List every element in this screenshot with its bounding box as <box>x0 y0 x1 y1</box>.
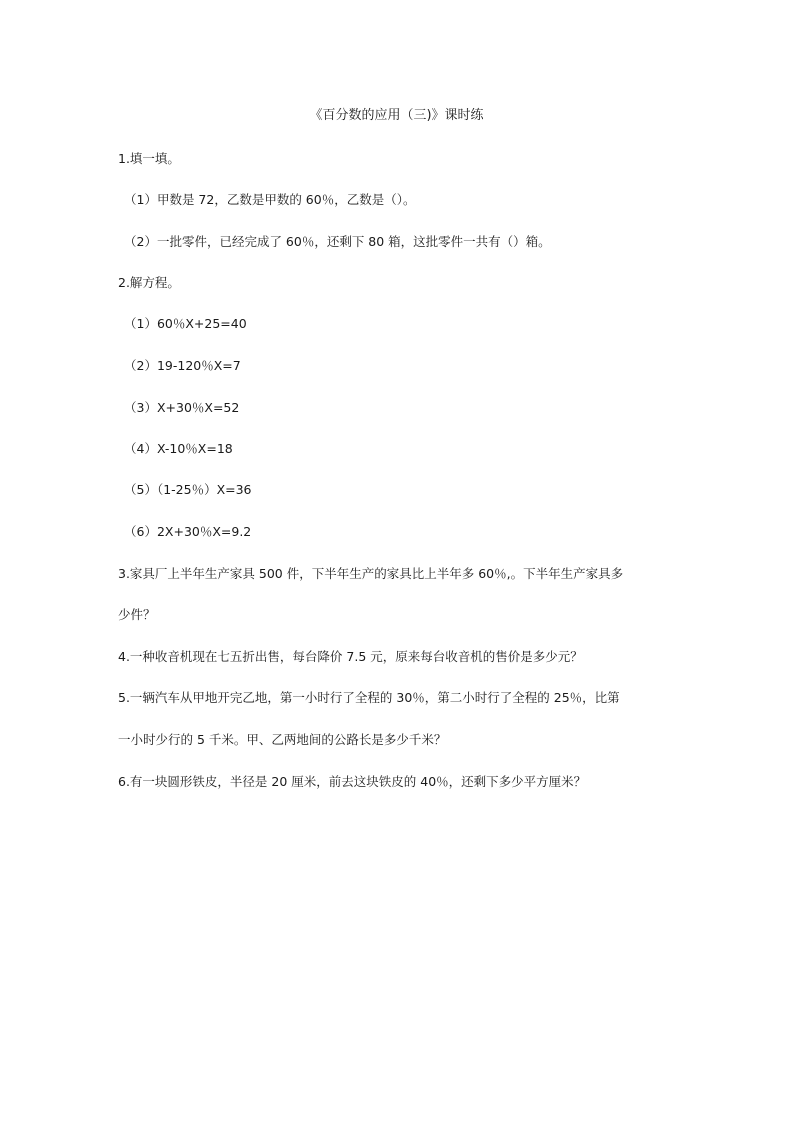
q2-item-5: （5）（1-25％）X=36 <box>124 482 252 497</box>
q6-line-1: 6.有一块圆形铁皮，半径是 20 厘米，前去这块铁皮的 40％，还剩下多少平方厘米？ <box>118 774 587 789</box>
q3-line-1: 3.家具厂上半年生产家具 500 件，下半年生产的家具比上半年多 60％,。下半年生产家具多 <box>118 566 624 581</box>
page-title: 《百分数的应用（三)》课时练 <box>309 108 484 123</box>
q2-item-4: （4）X-10％X=18 <box>124 441 233 456</box>
q2-heading: 2.解方程。 <box>118 275 180 290</box>
q1-item-1: （1）甲数是 72，乙数是甲数的 60％，乙数是（）。 <box>124 192 416 207</box>
q1-heading: 1.填一填。 <box>118 151 180 166</box>
q4-line-1: 4.一种收音机现在七五折出售，每台降价 7.5 元，原来每台收音机的售价是多少元？ <box>118 649 583 664</box>
q3-line-2: 少件？ <box>118 607 156 622</box>
q2-item-3: （3）X+30％X=52 <box>124 400 240 415</box>
q5-line-2: 一小时少行的 5 千米。甲、乙两地间的公路长是多少千米？ <box>118 732 447 747</box>
q2-item-2: （2）19-120％X=7 <box>124 358 241 373</box>
q2-item-1: （1）60％X+25=40 <box>124 316 247 331</box>
q5-line-1: 5.一辆汽车从甲地开完乙地，第一小时行了全程的 30％，第二小时行了全程的 25％，比第 <box>118 690 620 705</box>
q2-item-6: （6）2X+30％X=9.2 <box>124 524 252 539</box>
q1-item-2: （2）一批零件，已经完成了 60％，还剩下 80 箱，这批零件一共有（）箱。 <box>124 234 551 249</box>
